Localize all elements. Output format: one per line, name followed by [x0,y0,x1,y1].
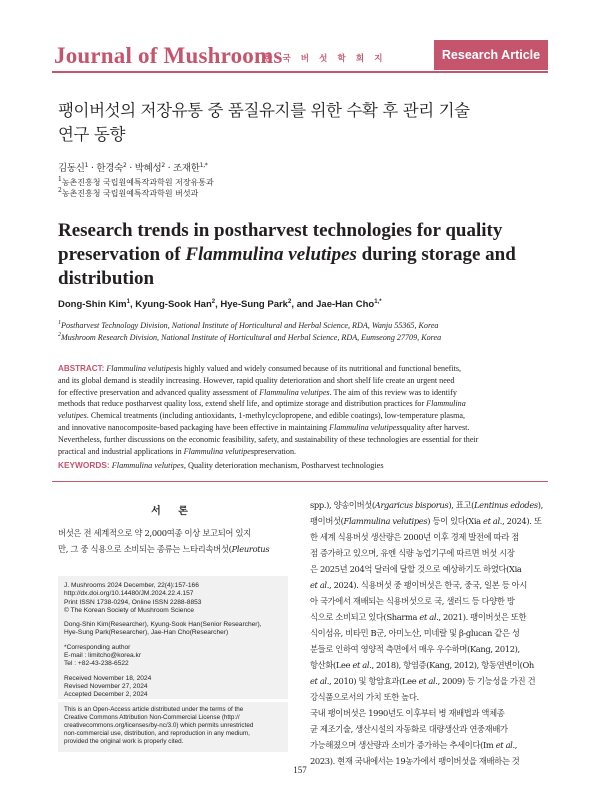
body-text: 은 2025년 204억 달러에 달할 것으로 예상하기도 하였다(Xia [310,564,522,574]
affiliation-line [58,178,214,189]
journal-header [52,40,548,72]
abstract-line [58,422,542,434]
body-line [310,721,548,737]
body-text: 버섯은 전 세계적으로 약 2,000여종 이상 보고되어 있지 [58,528,251,538]
header-divider [52,71,548,73]
body-text: 한 세계 식용버섯 생산량은 2000년 이후 경제 발전에 따라 점 [310,532,519,542]
body-line [310,609,548,625]
body-line [310,689,548,705]
abstract-text: is highly valued and widely consumed because of its nutritional and functional benefits, [176,364,462,373]
abstract-text: velutipes [58,411,87,421]
body-text: spp.), 양송이버섯( [310,500,375,510]
license-line: provided the original work is properly cited. [64,738,184,745]
info-line: Dong-Shin Kim(Researcher), Kyung-Sook Han(Senior Researcher), [64,621,262,629]
body-text: et al [310,580,327,590]
body-text: 가능해졌으며 생산량과 소비가 증가하는 추세이다(Im [310,740,496,750]
author-affiliation-mark: 1,* [374,299,382,305]
english-title-line: distribution [58,268,155,289]
license-line: This is an Open-Access article distributed under the terms of the [64,706,244,713]
body-text: ., 2021). 팽이버섯은 또한 [436,612,527,622]
english-title-line [58,243,528,267]
author-affiliation-mark: 1 [84,162,89,169]
author-affiliation-mark: 2 [122,162,127,169]
abstract-text: and innovative nanocomposite-based packaging have been effective in maintaining [58,422,330,432]
affiliation-line [58,186,214,200]
body-text: et al [483,516,500,526]
korean-affiliations [58,178,214,199]
abstract-line [58,410,542,422]
author-separator: · [164,163,174,174]
species-name: Flammulina velutipes [185,244,357,265]
info-line: Received November 18, 2024 [64,674,152,682]
body-text: ., 2024). 또 [499,516,542,526]
author-name: Jae-Han Cho [316,299,375,310]
author-name: Hye-Sung Park [220,299,288,310]
body-text: ), [537,500,543,510]
affiliation-line [58,332,441,344]
body-line [310,593,548,609]
info-line: *Corresponding author [64,643,131,651]
body-text: ), 표고( [448,500,475,510]
body-text: 항산화(Lee [310,660,353,670]
body-text: Flammulina velutipes [343,516,428,526]
abstract-text: Nevertheless, further discussions on the economic feasibility, safety, and sustainability of these technologies are essential for their [58,434,479,444]
english-title [58,219,528,291]
abstract-line [58,434,542,446]
body-text: ., 2024). 식용버섯 중 팽이버섯은 한국, 중국, 일본 등 아시 [326,580,527,590]
abstract-text: Flammulina velutipes [183,446,254,456]
author-name: 김동신 [58,163,85,174]
body-text: 강식품으로서의 가치 또한 높다. [310,692,419,702]
keywords [58,460,384,470]
abstract-line [58,446,542,458]
author-name: 조재한 [173,163,200,174]
license-line: non-commercial use, distribution, and reproduction in any medium, [64,730,250,737]
body-text: et al [495,740,513,750]
body-text: ., 2018), 항염증(Kang, 2012), 항동연변이(Oh [369,660,534,670]
body-text: 만, 그 중 식용으로 소비되는 종류는 느타리속버섯( [58,544,232,554]
body-line [310,577,548,593]
journal-name: Journal of Mushrooms [54,43,283,68]
affiliation-text: 농촌진흥청 국립원예특작과학원 저장유통과 [61,178,214,187]
keyword-species: Flammulina velutipes [111,461,184,470]
body-text: 점 증가하고 있으며, 유엔 식량 농업기구에 따르면 버섯 시장 [310,548,515,558]
abstract-text: practical and industrial applications in [58,446,184,456]
author-separator: , and [291,299,317,310]
affiliation-text: Postharvest Technology Division, National Institute of Horticultural and Herbal Science, RDA, Wanju 55365, Korea [61,321,439,330]
info-line: Revised November 27, 2024 [64,682,148,690]
abstract-text: methods that reduce postharvest quality loss, extend shelf life, and optimize storage and distribution practices for [58,399,427,409]
english-title-text: during storage and [356,244,516,265]
author-name: Kyung-Sook Han [135,299,212,310]
body-text: 아 국가에서 재배되는 식용버섯으로 국, 샐러드 등 다양한 방 [310,596,515,606]
body-text: 국내 팽이버섯은 1990년도 이후부터 병 재배법과 액체종 [310,708,505,718]
author-separator: · [126,163,135,174]
korean-authors [58,160,208,174]
keywords-label: KEYWORDS: [58,460,110,470]
section-divider [52,481,548,482]
affiliation-mark: 2 [58,331,61,338]
author-affiliation-mark: 2 [161,162,165,169]
info-line: Hye-Sung Park(Researcher), Jae-Han Cho(Researcher) [64,629,229,637]
author-affiliation-mark: 1 [126,299,130,305]
body-line [310,513,548,529]
affiliation-mark: 1 [58,320,61,326]
society-name: 한 국 버 섯 학 회 지 [264,54,387,64]
body-text: ) 등이 있다(Xia [427,516,484,526]
body-line [310,705,548,721]
author-name: 한경숙 [96,163,123,174]
info-line: Tel : +82-43-238-6522 [64,660,129,668]
article-info-box [58,576,288,699]
affiliation-text: 농촌진흥청 국립원예특작과학원 버섯과 [61,188,199,198]
abstract-text: Flammulina velutipes [106,364,177,373]
body-line [310,673,548,689]
author-affiliation-mark: 2 [211,299,216,305]
affiliation-line [58,320,441,332]
body-text: Lentinus edodes [474,500,538,510]
body-text: 2023). 현재 국내에서는 19농가에서 팽이버섯을 재배하는 것 [310,756,520,766]
introduction-left-column [58,525,290,557]
abstract-line [58,375,542,387]
english-title-line: Research trends in postharvest technologies for quality [58,220,503,241]
abstract-text: Flammulina [426,399,466,409]
abstract-text: squality after harvest. [399,422,470,432]
author-separator: , [129,299,136,310]
abstract-line [58,363,542,375]
abstract-text: preservation. [254,446,297,456]
body-text: Pleurotus [231,544,270,554]
affiliation-mark: 2 [58,186,62,194]
abstract-label: ABSTRACT: [58,364,105,373]
abstract-text: Flammulina velutipes [329,422,400,432]
body-text: 분들로 인하여 영양적 측면에서 매우 우수하며(Kang, 2012), [310,644,520,654]
author-name: 박혜성 [134,163,162,174]
author-affiliation-mark: 2 [287,299,292,305]
korean-title [58,99,538,147]
abstract-text: . Chemical treatments (including antioxidants, 1-methylcyclopropene, and edible coatings), low-temperature plasma, [86,411,466,421]
body-line [310,545,548,561]
english-authors [58,299,382,310]
author-separator: , [215,299,221,310]
body-text: ., 2009) 등 기능성을 가진 건 [435,676,536,686]
body-text: 식으로 소비되고 있다(Sharma [310,612,420,622]
body-text: et al [418,676,436,686]
abstract-line [58,387,542,399]
body-text: et al [352,660,370,670]
license-line: Creative Commons Attribution Non-Commercial License (http:// [64,714,240,721]
info-line: http://dx.doi.org/10.14480/JM.2024.22.4.157 [64,590,194,598]
english-affiliations [58,320,441,343]
body-line [310,657,548,673]
body-line [58,541,290,557]
affiliation-text: Mushroom Research Division, National Institute of Horticultural and Herbal Science, RDA, Eumseong 27709, Korea [61,332,442,342]
author-separator: · [88,163,97,174]
abstract [58,363,542,457]
affiliation-mark: 1 [58,176,62,183]
body-text: Argaricus bisporus [374,500,449,510]
body-text: et al [419,612,437,622]
body-text: 팽이버섯( [310,516,344,526]
body-line [310,625,548,641]
body-text: ., [512,740,518,750]
license-line: creativecommons.org/licenses/by-nc/3.0) which permits unrestricted [64,722,254,729]
body-text: et al [310,676,327,686]
body-line [310,529,548,545]
info-line: J. Mushrooms 2024 December, 22(4):157-166 [64,582,199,589]
english-title-text: preservation of [58,244,186,265]
introduction-right-column [310,497,548,769]
keywords-rest: , Quality deterioration mechanism, Postharvest technologies [183,461,384,470]
license-box [58,702,288,752]
body-text: 식이섬유, 비타민 B군, 아미노산, 미네랄 및 β-glucan 같은 성 [310,628,520,638]
body-line [310,737,548,753]
info-line: Print ISSN 1738-0294, Online ISSN 2288-8853 [64,598,202,606]
abstract-line [58,398,542,410]
info-line: © The Korean Society of Mushroom Science [64,606,195,614]
body-line [310,641,548,657]
body-line [310,497,548,513]
abstract-text: and its global demand is steadily increasing. However, rapid quality deterioration and short shelf life create an urgent need [58,375,455,385]
body-line [58,525,290,541]
author-name: Dong-Shin Kim [58,299,127,310]
body-line [310,561,548,577]
abstract-text: Flammulina velutipes [259,387,330,397]
author-affiliation-mark: 1,* [199,162,208,169]
korean-title-line: 팽이버섯의 저장유통 중 품질유지를 위한 수확 후 관리 기술 [58,101,470,120]
body-text: 균 제조기술, 생산시설의 자동화로 대량생산과 연중재배가 [310,724,508,734]
abstract-text: . The aim of this review was to identify [329,387,457,397]
info-line: E-mail : limitcho@korea.kr [64,652,142,660]
body-text: ., 2010) 및 항암효과(Lee [326,676,419,686]
abstract-text: for effective preservation and advanced quality assessment of [58,387,260,397]
korean-title-line: 연구 동향 [58,125,126,144]
article-type-badge: Research Article [434,40,548,70]
page-number: 157 [293,765,307,775]
info-line: Accepted December 2, 2024 [64,691,148,699]
section-title: 서 론 [151,506,195,517]
